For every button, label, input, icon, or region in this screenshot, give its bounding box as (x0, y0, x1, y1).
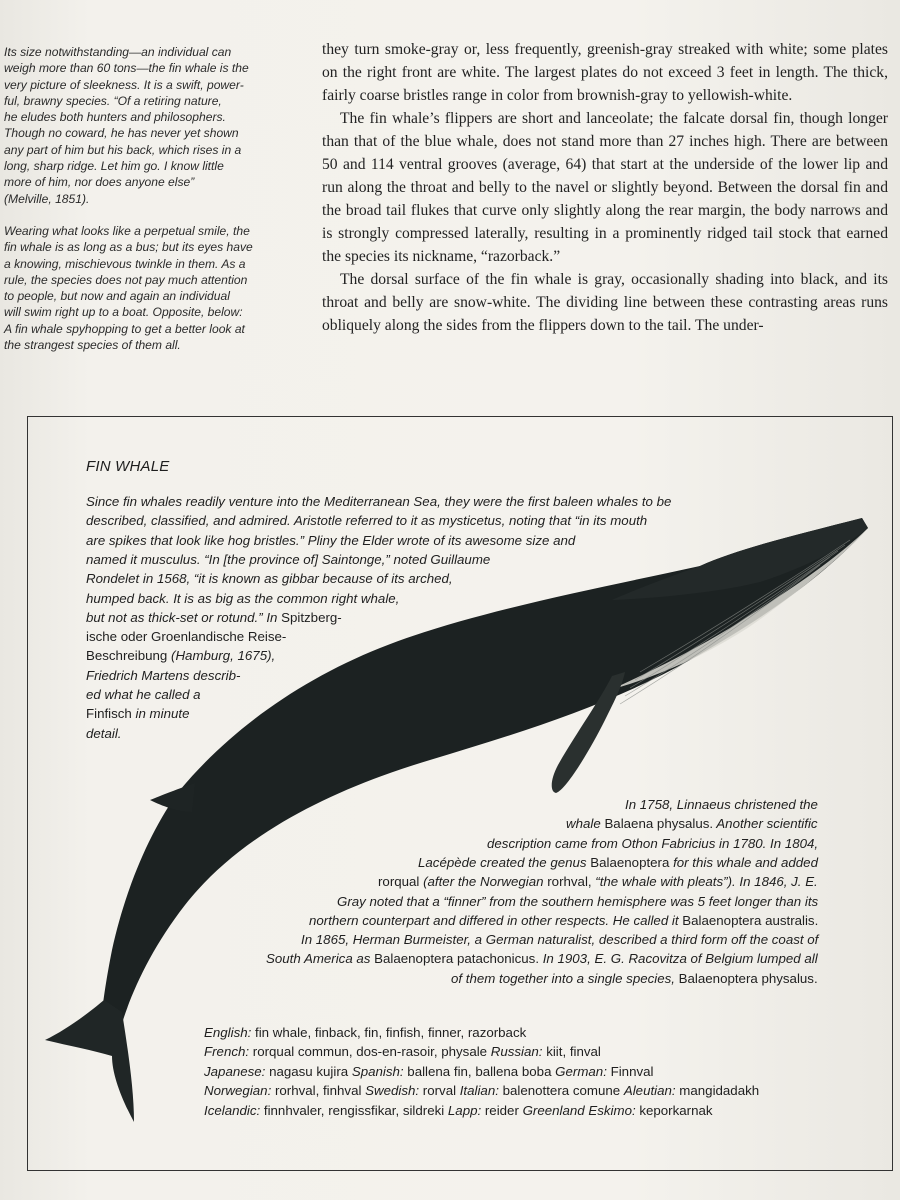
text-segment: Balaenoptera physalus. (678, 970, 818, 986)
intro-line (86, 686, 201, 704)
text-segment: ed what he called a (86, 687, 201, 702)
language-label: Lapp: (447, 1102, 482, 1118)
text-segment: Friedrich Martens describ- (86, 667, 241, 683)
caption-2-line: a knowing, mischievous twinkle in them. As a (4, 256, 246, 271)
intro-line (86, 725, 121, 743)
caption-1-line: Its size notwithstanding—an individual can (4, 45, 232, 59)
history-line (337, 893, 818, 911)
text-segment: rorqual (378, 874, 420, 890)
text-segment: rorhval, (547, 874, 592, 890)
text-segment: Balaenoptera australis. (682, 912, 819, 928)
caption-1-line: weigh more than 60 tons—the fin whale is the (4, 61, 249, 76)
text-segment: South America as (266, 951, 375, 967)
whale-dorsal-fin (150, 783, 195, 812)
history-line (309, 912, 818, 930)
language-names: balenottera comune (498, 1083, 624, 1099)
text-segment: description came from Othon Fabricius in 1780. In 1804, (487, 835, 819, 851)
common-names-row (204, 1024, 526, 1042)
caption-2-line: A fin whale spyhopping to get a better look at (4, 321, 245, 336)
panel-title: FIN WHALE (86, 458, 170, 475)
language-names: finnhvaler, rengissfikar, sildreki (260, 1102, 448, 1118)
text-segment: In 1758, Linnaeus christened the (625, 797, 818, 812)
text-segment: Finfisch (86, 706, 136, 722)
text-segment: In 1903, E. G. Racovitza of Belgium lumped all (539, 951, 818, 967)
history-line (487, 835, 818, 853)
history-line (301, 931, 818, 949)
text-segment: in minute (135, 706, 190, 722)
language-label: Greenland Eskimo: (522, 1102, 636, 1118)
language-names: rorhval, finhval (271, 1083, 366, 1099)
intro-line (86, 551, 490, 569)
text-segment: ische oder Groenlandische Reise- (86, 629, 287, 645)
language-names: kiit, finval (542, 1044, 601, 1060)
language-names: keporkarnak (635, 1102, 713, 1118)
history-line (266, 950, 818, 968)
intro-line (86, 570, 453, 588)
intro-line (86, 609, 342, 627)
common-names-row (204, 1102, 713, 1120)
caption-2-line: rule, the species does not pay much attention (4, 272, 248, 287)
text-segment: humped back. It is as big as the common right whale, (86, 590, 400, 606)
text-segment: for this whale and added (669, 854, 818, 870)
caption-1-line: more of him, nor does anyone else” (4, 175, 195, 190)
body-paragraph-3: The dorsal surface of the fin whale is gray, occasionally shading into black, and its throat and belly are snow-white. The dividing line between these contrasting areas runs obliquely along the sides from the flippers down to the tail. The under- (322, 271, 888, 334)
intro-line (86, 532, 575, 550)
caption-1-line: ful, brawny species. “Of a retiring nature, (4, 93, 222, 108)
history-line (451, 970, 818, 988)
text-segment: whale (566, 816, 605, 832)
intro-line (86, 512, 647, 530)
language-names: mangidadakh (675, 1083, 760, 1099)
history-line (378, 873, 818, 891)
caption-1-line: any part of him but his back, which rises in a (4, 142, 242, 157)
language-label: Russian: (490, 1044, 543, 1060)
caption-1-line: Though no coward, he has never yet shown (4, 126, 239, 141)
text-segment: northern counterpart and differed in other respects. He called it (309, 912, 683, 928)
language-label: Aleutian: (623, 1083, 676, 1099)
text-segment: but not as thick-set or rotund.” In (86, 609, 282, 625)
caption-2-line: will swim right up to a boat. Opposite, below: (4, 305, 243, 320)
language-names: nagasu kujira (265, 1063, 352, 1079)
common-names-row (204, 1043, 601, 1061)
language-names: ballena fin, ballena boba (403, 1063, 556, 1079)
text-segment: Another scientific (713, 816, 818, 832)
intro-line (86, 628, 286, 646)
text-segment: detail. (86, 725, 122, 741)
text-segment: Spitzberg- (281, 609, 342, 625)
language-label: Swedish: (365, 1083, 420, 1099)
language-label: Italian: (459, 1083, 499, 1099)
intro-line (86, 647, 275, 665)
text-segment: (after the Norwegian (419, 874, 548, 890)
language-names: rorval (419, 1083, 460, 1099)
language-label: Spanish: (351, 1063, 404, 1079)
body-paragraph-2: The fin whale’s flippers are short and lanceolate; the falcate dorsal fin, though longer than that of the blue whale, does not stand more than 27 inches high. There are between 50 and 114 ventral grooves (average, 64) that start at the underside of the lower lip and run along the throat and belly to the navel or slightly beyond. Between the dorsal fin and the broad tail flukes that curve only slightly along the rear margin, the body narrows and is strongly compressed laterally, resulting in a prominently ridged tail stock that earned the species its nickname, “razorback.” (322, 110, 888, 265)
text-segment: (Hamburg, 1675), (171, 648, 276, 664)
text-segment: Rondelet in 1568, “it is known as gibbar because of its arched, (86, 571, 453, 587)
text-segment: Balaena physalus. (604, 816, 714, 832)
caption-1-line: long, sharp ridge. Let him go. I know little (4, 159, 224, 174)
intro-line (86, 590, 399, 608)
history-line (566, 815, 818, 833)
intro-line (86, 705, 189, 723)
language-names: fin whale, finback, fin, finfish, finner, razorback (251, 1025, 527, 1040)
caption-1-line: very picture of sleekness. It is a swift, power- (4, 77, 244, 92)
language-names: rorqual commun, dos-en-rasoir, physale (249, 1044, 491, 1060)
language-label: Icelandic: (204, 1102, 261, 1118)
language-names: reider (481, 1102, 523, 1118)
text-segment: Balaenoptera (590, 854, 670, 870)
text-segment: Beschreibung (86, 648, 172, 664)
text-segment: described, classified, and admired. Aristotle referred to it as mysticetus, noting that “in its mouth (86, 513, 648, 529)
text-segment: Gray noted that a “finner” from the southern hemisphere was 5 feet longer than its (337, 893, 819, 909)
text-segment: Balaenoptera patachonicus. (374, 951, 540, 967)
language-label: English: (204, 1025, 252, 1040)
language-names: Finnval (606, 1063, 654, 1079)
caption-1-line: (Melville, 1851). (4, 191, 90, 206)
caption-2-line: to people, but now and again an individual (4, 289, 230, 304)
caption-2-line: the strangest species of them all. (4, 338, 181, 353)
caption-1-line: he eludes both hunters and philosophers. (4, 110, 226, 125)
caption-2-line: Wearing what looks like a perpetual smile, the (4, 223, 250, 238)
body-paragraph-1: they turn smoke-gray or, less frequently, greenish-gray streaked with white; some plates on the right front are white. The largest plates do not exceed 3 feet in length. The thick, fairly coarse bristles range in color from brownish-gray to yellowish-white. (322, 41, 888, 104)
text-segment: named it musculus. “In [the province of] Saintonge,” noted Guillaume (86, 551, 491, 567)
caption-2-line: fin whale is as long as a bus; but its eyes have (4, 240, 253, 255)
language-label: Japanese: (204, 1063, 266, 1079)
text-segment: In 1865, Herman Burmeister, a German naturalist, described a third form off the coast of (301, 932, 819, 948)
whale-tail-fluke (45, 1000, 134, 1122)
text-segment: Lacépède created the genus (418, 854, 591, 870)
history-line (418, 854, 818, 872)
intro-line (86, 667, 240, 685)
language-label: French: (204, 1044, 250, 1060)
language-label: Norwegian: (204, 1083, 272, 1099)
intro-line (86, 493, 671, 511)
history-line (625, 796, 818, 814)
text-segment: of them together into a single species, (451, 970, 679, 986)
text-segment: Since fin whales readily venture into the Mediterranean Sea, they were the first baleen whales to be (86, 494, 672, 509)
text-segment: “the whale with pleats”). In 1846, J. E. (591, 874, 818, 890)
text-segment: are spikes that look like hog bristles.” Pliny the Elder wrote of its awesome size and (86, 532, 576, 548)
language-label: German: (555, 1063, 607, 1079)
common-names-row (204, 1082, 759, 1100)
common-names-row (204, 1063, 653, 1081)
